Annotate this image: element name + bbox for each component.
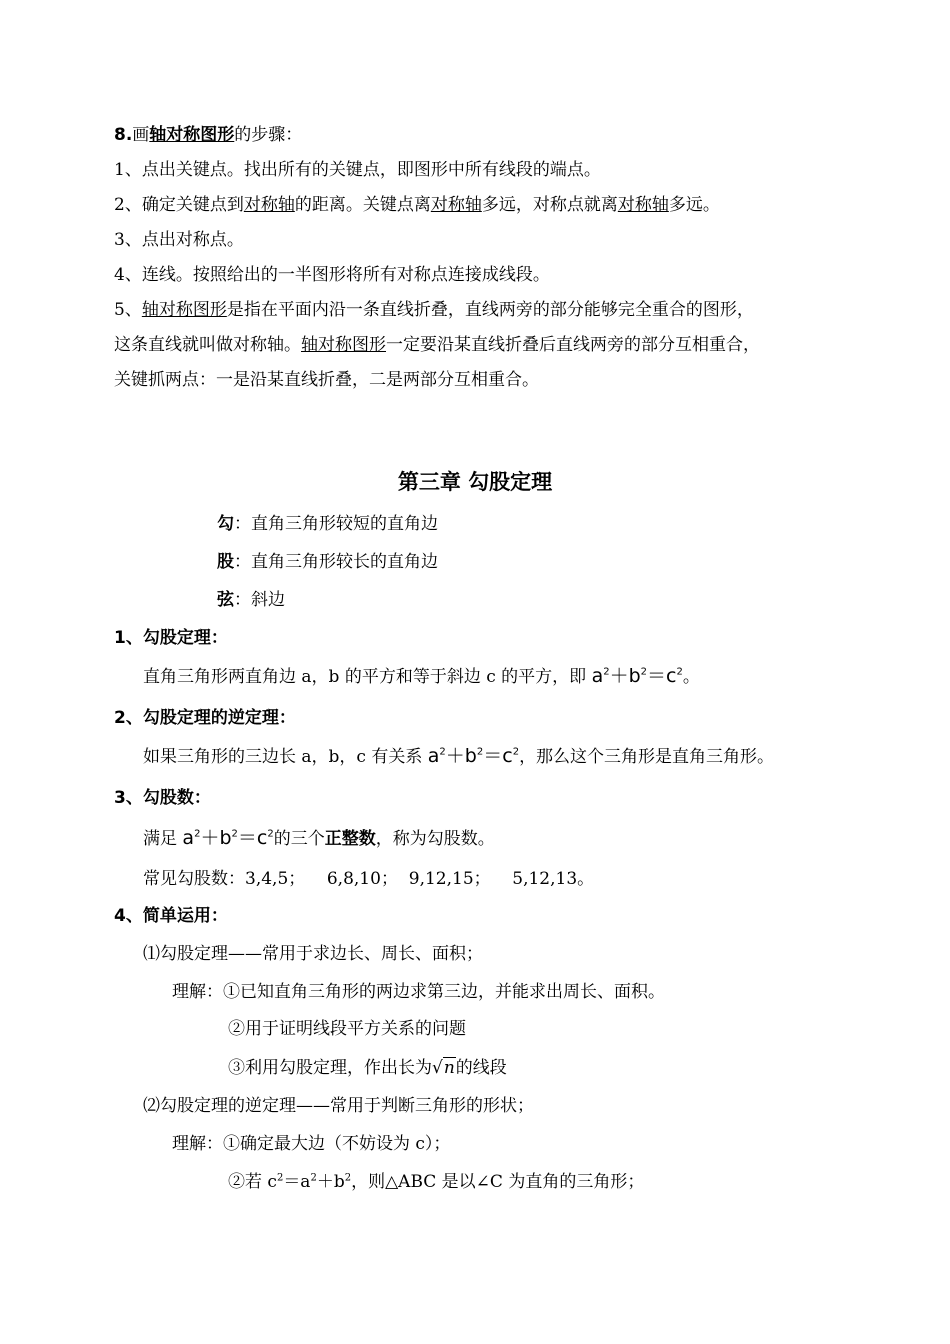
section8-step5-line1: 5、轴对称图形是指在平面内沿一条直线折叠，直线两旁的部分能够完全重合的图形， bbox=[114, 300, 754, 320]
converse-heading: 2、勾股定理的逆定理： bbox=[114, 708, 296, 728]
usage-item2-understand: 理解：①确定最大边（不妨设为 c）； bbox=[172, 1134, 451, 1154]
chapter-title: 第三章 勾股定理 bbox=[397, 470, 553, 494]
usage-item1-b: ②用于证明线段平方关系的问题 bbox=[228, 1019, 466, 1039]
usage-item1: ⑴勾股定理——常用于求边长、周长、面积； bbox=[143, 944, 483, 964]
section8-step1: 1、点出关键点。找出所有的关键点，即图形中所有线段的端点。 bbox=[114, 160, 601, 180]
section8-step5-line3: 关键抓两点：一是沿某直线折叠，二是两部分互相重合。 bbox=[114, 370, 539, 390]
usage-item1-understand: 理解：①已知直角三角形的两边求第三边，并能求出周长、面积。 bbox=[172, 982, 665, 1002]
usage-heading: 4、简单运用： bbox=[114, 906, 228, 926]
section8-heading: 8.画轴对称图形的步骤： bbox=[114, 125, 303, 145]
theorem-heading: 1、勾股定理： bbox=[114, 628, 228, 648]
numbers-heading: 3、勾股数： bbox=[114, 788, 211, 808]
usage-item1-c: ③利用勾股定理，作出长为√n的线段 bbox=[228, 1058, 507, 1078]
numbers-common: 常见勾股数：3,4,5； 6,8,10； 9,12,15； 5,12,13。 bbox=[143, 869, 595, 889]
section8-step4: 4、连线。按照给出的一半图形将所有对称点连接成线段。 bbox=[114, 265, 550, 285]
usage-item2: ⑵勾股定理的逆定理——常用于判断三角形的形状； bbox=[143, 1096, 534, 1116]
usage-item2-b: ②若 $c^2=a^2+b^2$，则△ABC 是以∠C 为直角的三角形； bbox=[228, 1172, 645, 1192]
numbers-text: 满足 $a^2+b^2=c^2$的三个正整数，称为勾股数。 bbox=[143, 827, 495, 849]
theorem-text: 直角三角形两直角边 a，b 的平方和等于斜边 c 的平方，即 $a^2+b^2=c^2$。 bbox=[143, 665, 700, 687]
section8-step5-line2: 这条直线就叫做对称轴。轴对称图形一定要沿某直线折叠后直线两旁的部分互相重合， bbox=[114, 335, 760, 355]
definition-gou: 勾：直角三角形较短的直角边 bbox=[217, 514, 438, 534]
section8-step3: 3、点出对称点。 bbox=[114, 230, 244, 250]
numbers-formula: $a^2+b^2=c^2$ bbox=[182, 827, 274, 849]
converse-text: 如果三角形的三边长 a，b，c 有关系 $a^2+b^2=c^2$，那么这个三角形是直角三角形。 bbox=[143, 745, 775, 767]
definition-gu: 股：直角三角形较长的直角边 bbox=[217, 552, 438, 572]
sqrt-n: √n bbox=[432, 1058, 455, 1078]
section8-step2: 2、确定关键点到对称轴的距离。关键点离对称轴多远，对称点就离对称轴多远。 bbox=[114, 195, 720, 215]
converse-formula: $a^2+b^2=c^2$ bbox=[427, 745, 520, 767]
definition-xian: 弦：斜边 bbox=[217, 590, 285, 610]
theorem-formula: $a^2+b^2=c^2$ bbox=[591, 665, 683, 687]
